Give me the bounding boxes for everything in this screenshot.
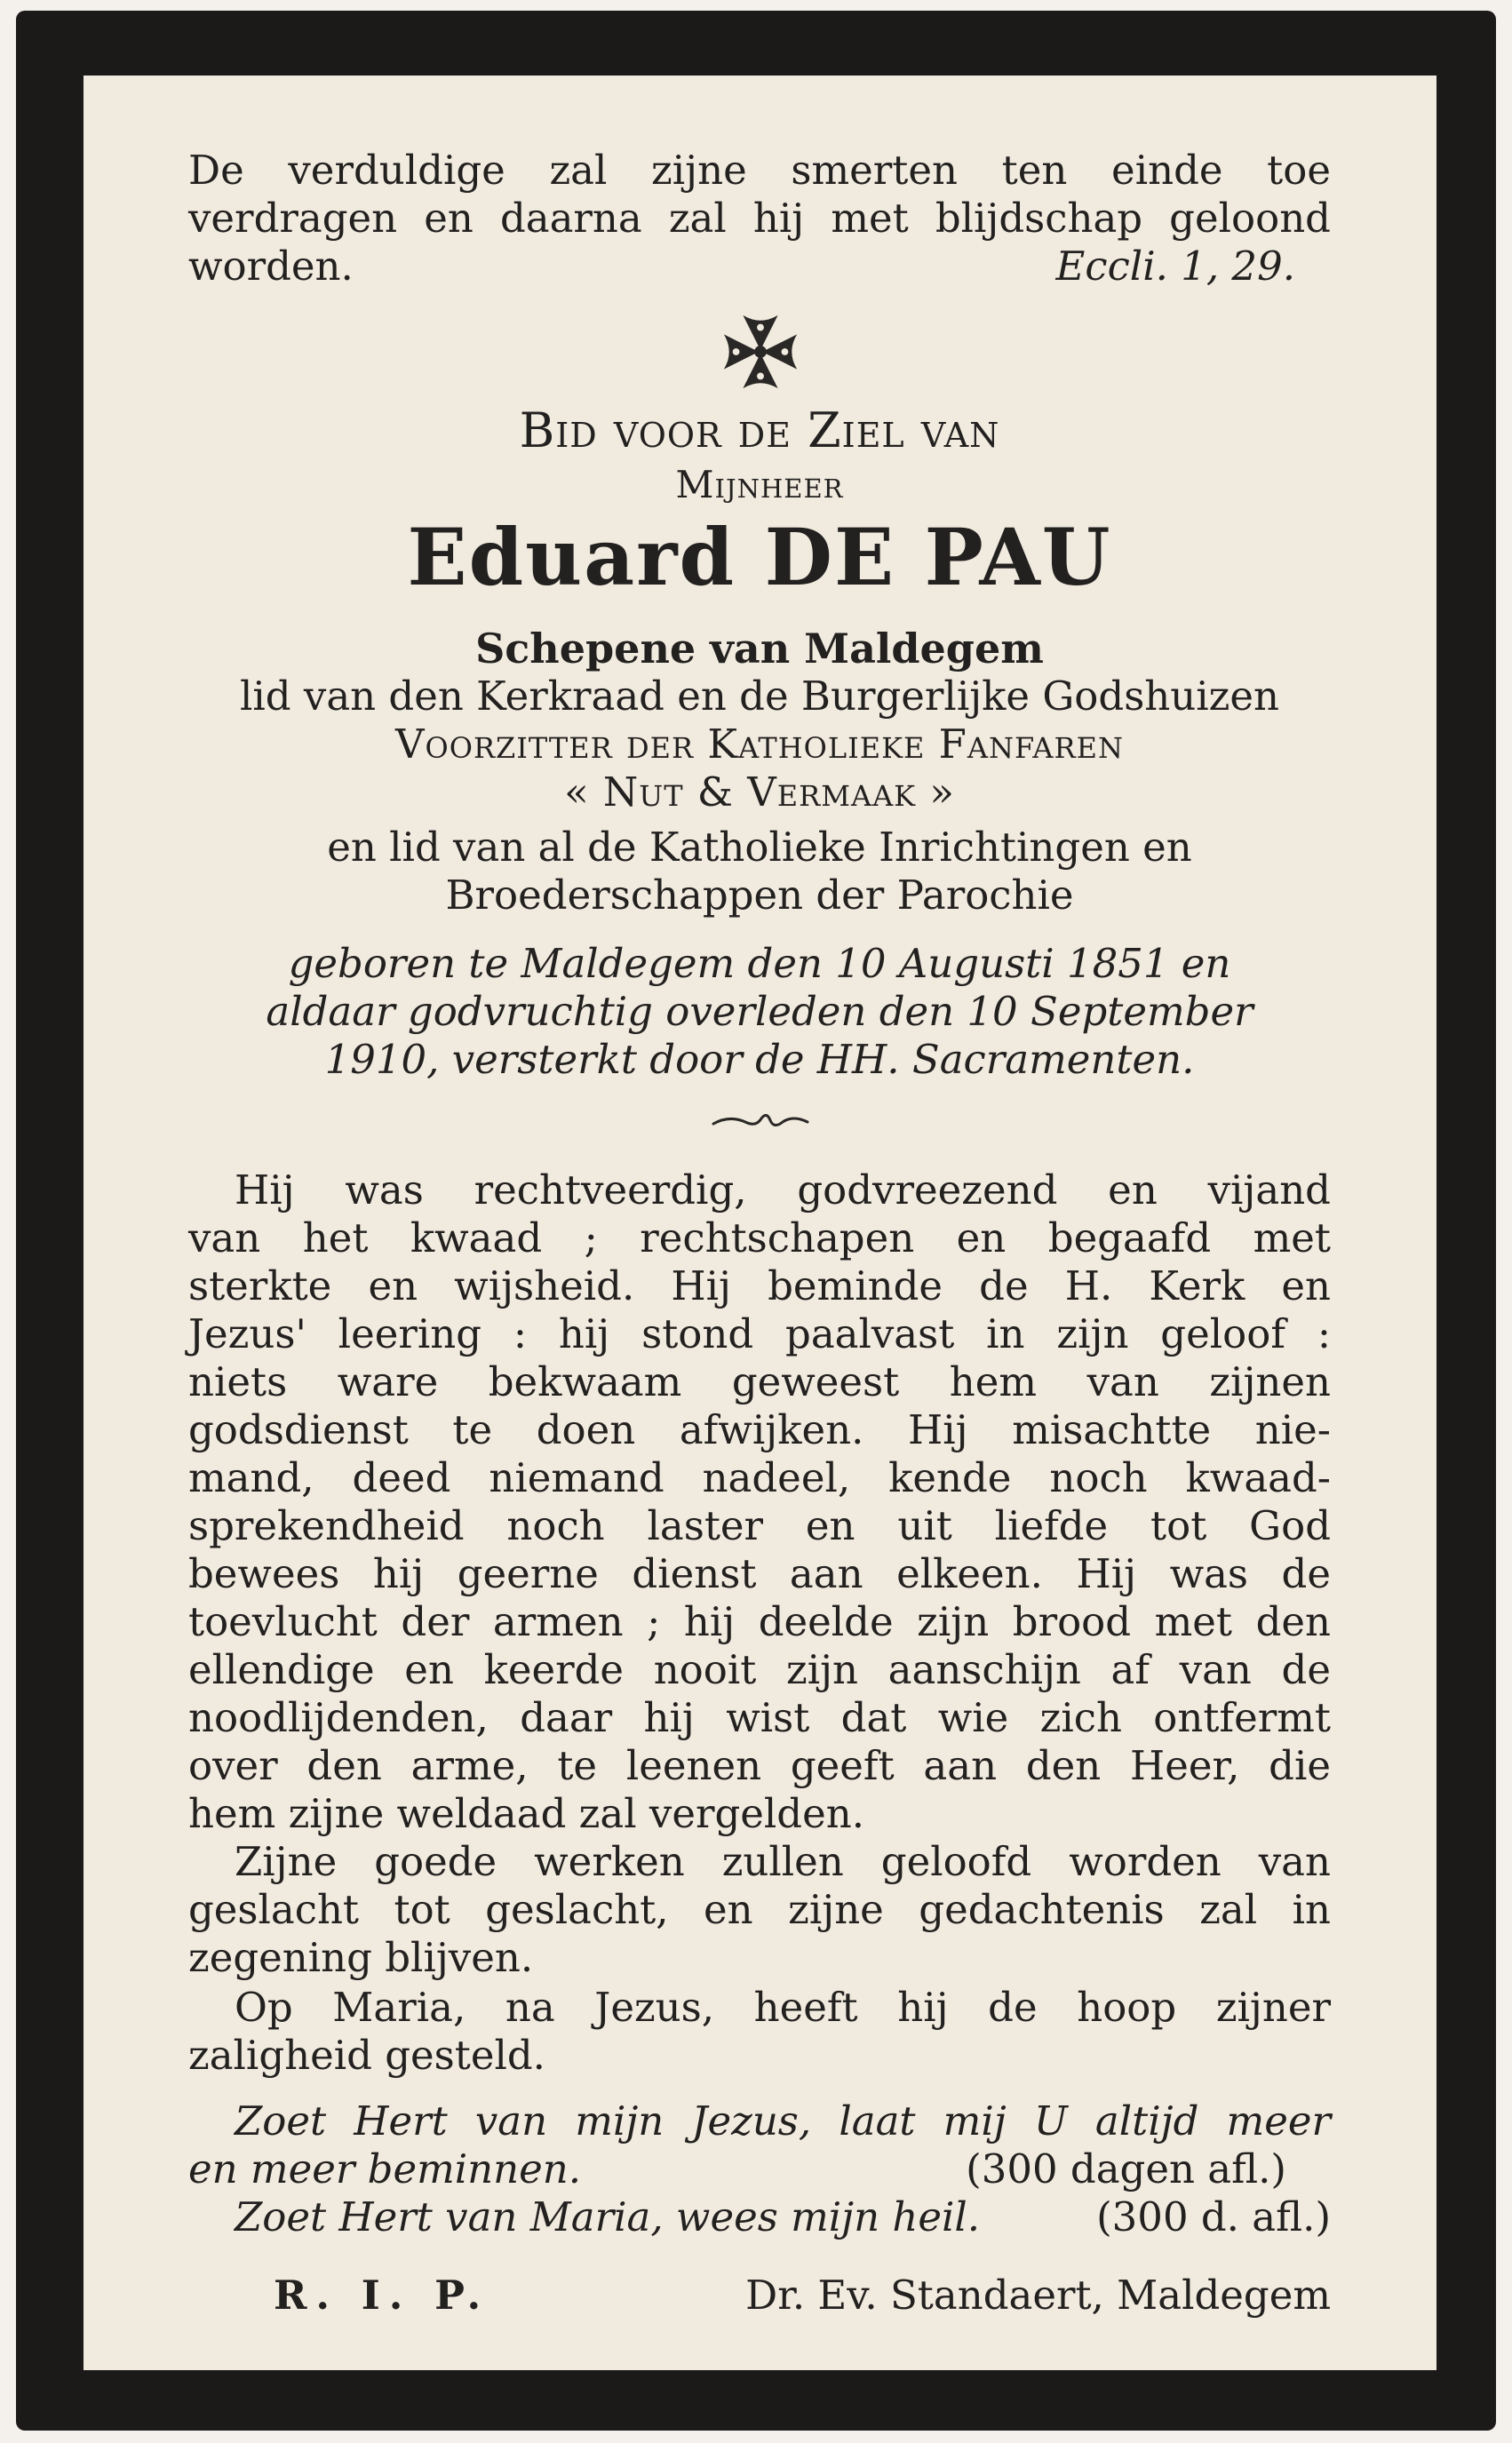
pray-heading: Bid voor de Ziel van bbox=[519, 402, 1000, 458]
prayer-text: Zoet Hert van Maria, wees mijn heil. bbox=[235, 2193, 981, 2240]
deceased-name: Eduard DE PAU bbox=[407, 511, 1112, 603]
body-line: van het kwaad ; rechtschapen en begaafd met bbox=[188, 1214, 1331, 1261]
quote-line: verdragen en daarna zal hij met blijdschap geloond bbox=[188, 195, 1331, 242]
prayer-text: en meer beminnen. bbox=[188, 2145, 582, 2192]
prayer-line bbox=[188, 2145, 1331, 2193]
body-line: bewees hij geerne dienst aan elkeen. Hij was de bbox=[188, 1550, 1331, 1597]
body-line: toevlucht der armen ; hij deelde zijn brood met den bbox=[188, 1598, 1331, 1645]
body-line: Hij was rechtveerdig, godvreezend en vijand bbox=[235, 1166, 1331, 1214]
birth-death-line: aldaar godvruchtig overleden den 10 September bbox=[266, 988, 1253, 1035]
body-line: zaligheid gesteld. bbox=[188, 2032, 545, 2079]
quote-text: worden. bbox=[188, 243, 354, 290]
body-line: Jezus' leering : hij stond paalvast in zijn geloof : bbox=[188, 1310, 1331, 1357]
body-line: mand, deed niemand nadeel, kende noch kwaad- bbox=[188, 1454, 1331, 1501]
body-line: noodlijdenden, daar hij wist dat wie zich ontfermt bbox=[188, 1694, 1331, 1741]
role-line: en lid van al de Katholieke Inrichtingen en bbox=[327, 824, 1192, 871]
quote-reference: Eccli. 1, 29. bbox=[1055, 243, 1295, 290]
indulgence-note: (300 d. afl.) bbox=[1096, 2193, 1331, 2240]
role-line: « Nut & Vermaak » bbox=[564, 768, 955, 816]
quote-line bbox=[188, 243, 1331, 290]
quote-line: De verduldige zal zijne smerten ten einde toe bbox=[188, 147, 1331, 194]
body-line: Op Maria, na Jezus, heeft hij de hoop zijner bbox=[235, 1984, 1331, 2031]
body-line: geslacht tot geslacht, en zijne gedachtenis zal in bbox=[188, 1886, 1331, 1933]
birth-death-line: 1910, versterkt door de HH. Sacramenten. bbox=[324, 1036, 1195, 1083]
footer bbox=[188, 2272, 1331, 2320]
indulgence-note: (300 dagen afl.) bbox=[966, 2145, 1286, 2192]
printer-credit: Dr. Ev. Standaert, Maldegem bbox=[745, 2272, 1331, 2319]
mourning-border bbox=[16, 11, 1496, 2431]
cross-pattee-icon bbox=[717, 308, 804, 395]
rip-text: R. I. P. bbox=[274, 2272, 490, 2319]
prayer-line bbox=[188, 2193, 1331, 2241]
body-line: sterkte en wijsheid. Hij beminde de H. Kerk en bbox=[188, 1262, 1331, 1309]
body-line: Zijne goede werken zullen geloofd worden van bbox=[235, 1838, 1331, 1885]
body-line: niets ware bekwaam geweest hem van zijnen bbox=[188, 1358, 1331, 1405]
flourish-divider-icon bbox=[712, 1111, 809, 1133]
body-line: zegening blijven. bbox=[188, 1934, 534, 1981]
role-line: lid van den Kerkraad en de Burgerlijke Godshuizen bbox=[240, 672, 1279, 720]
role-line: Broederschappen der Parochie bbox=[445, 871, 1074, 919]
honorific: Mijnheer bbox=[675, 463, 844, 506]
body-line: godsdienst te doen afwijken. Hij misachtte nie- bbox=[188, 1406, 1331, 1453]
role-line: Voorzitter der Katholieke Fanfaren bbox=[395, 720, 1124, 768]
memorial-card bbox=[84, 76, 1436, 2370]
body-line: over den arme, te leenen geeft aan den Heer, die bbox=[188, 1742, 1331, 1789]
prayer-line: Zoet Hert van mijn Jezus, laat mij U altijd meer bbox=[235, 2097, 1331, 2145]
birth-death-line: geboren te Maldegem den 10 Augusti 1851 en bbox=[288, 940, 1231, 987]
body-line: hem zijne weldaad zal vergelden. bbox=[188, 1790, 865, 1837]
body-line: ellendige en keerde nooit zijn aanschijn af van de bbox=[188, 1646, 1331, 1693]
body-line: sprekendheid noch laster en uit liefde tot God bbox=[188, 1502, 1331, 1549]
deceased-title: Schepene van Maldegem bbox=[475, 625, 1044, 672]
